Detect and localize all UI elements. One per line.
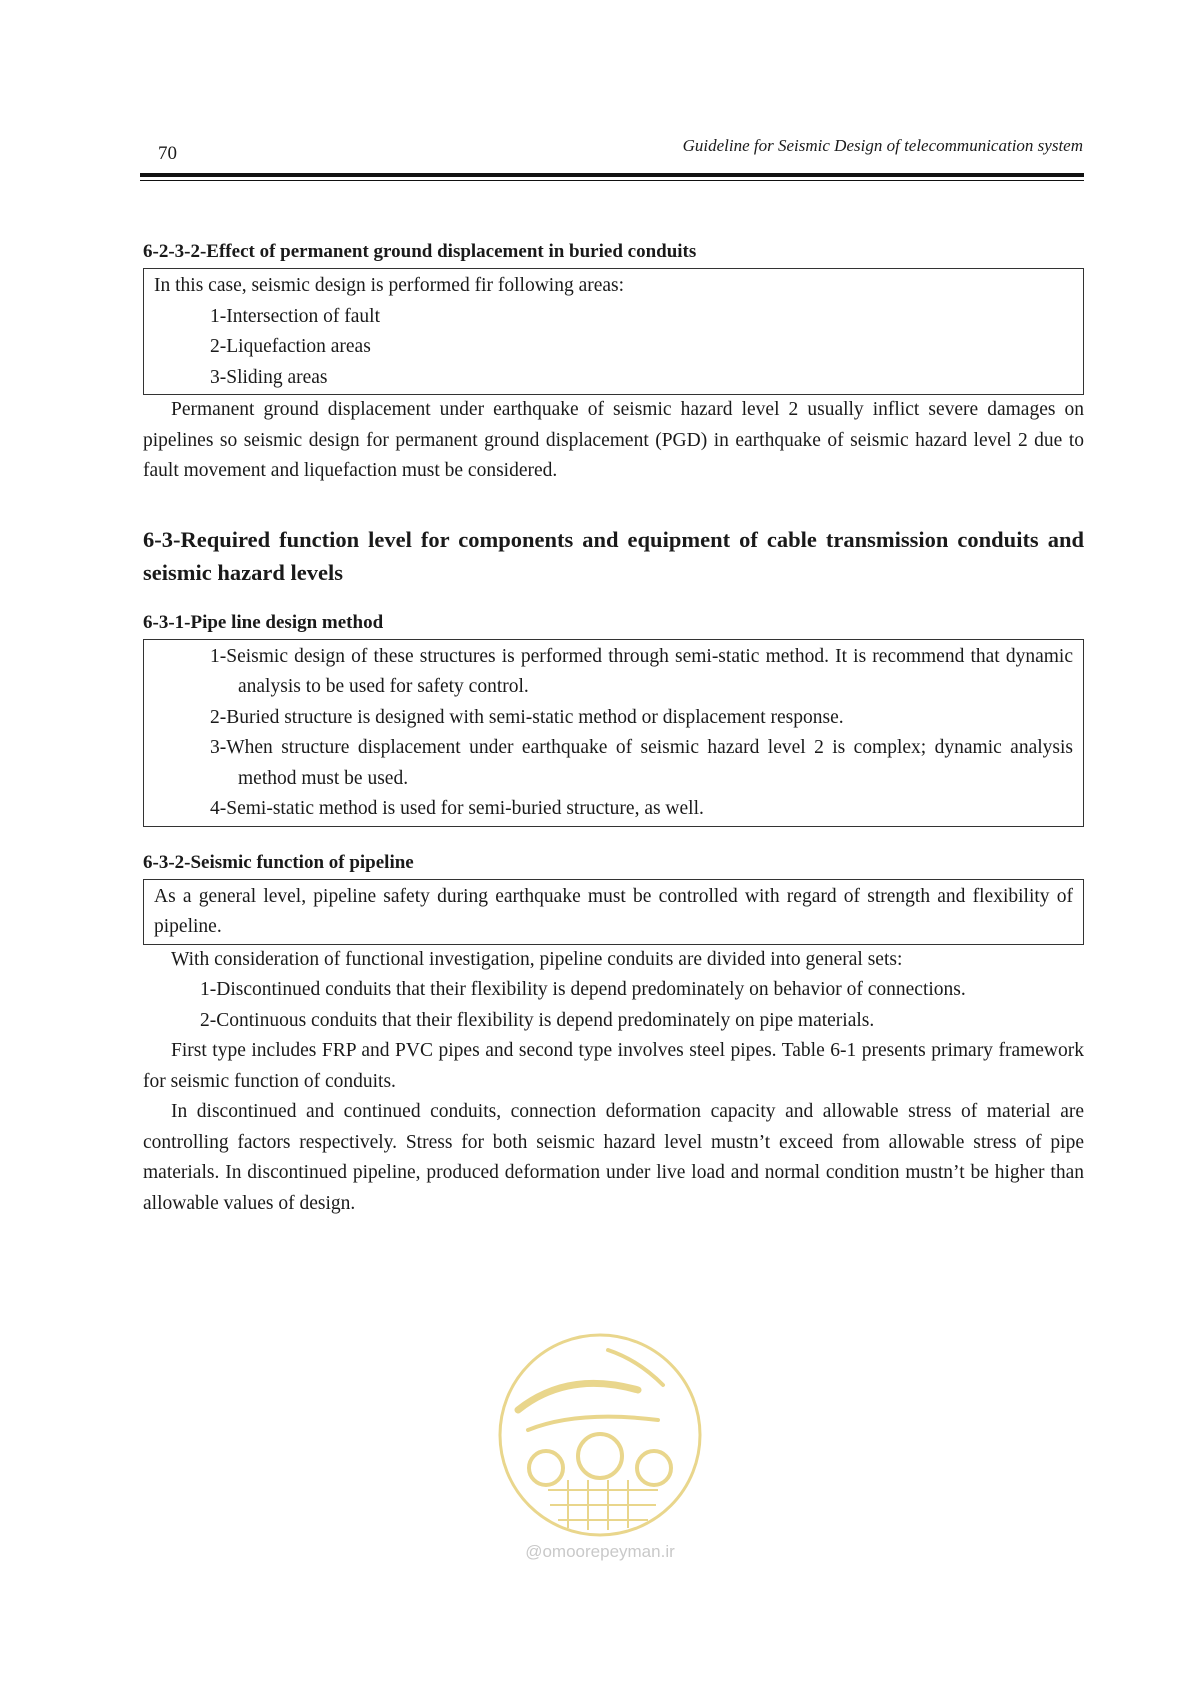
- box-item: 1-Intersection of fault: [210, 305, 381, 327]
- box-item: 2-Buried structure is designed with semi-static method or displacement response.: [210, 706, 844, 728]
- list-item: 2-Continuous conduits that their flexibility is depend predominately on pipe materials.: [200, 1009, 875, 1031]
- safety-box: [143, 879, 1084, 945]
- design-areas-box: [143, 268, 1084, 395]
- box-intro: In this case, seismic design is performed fir following areas:: [154, 275, 625, 296]
- section-6-3-2-heading: 6-3-2-Seismic function of pipeline: [143, 851, 414, 873]
- controlling-factors-paragraph: In discontinued and continued conduits, connection deformation capacity and allowable stress of material are controlling factors respectively. Stress for both seismic hazard level mustn’t exceed from allowable stress of pipe materials. In discontinued pipeline, produced deformation under live load and normal condition mustn’t be higher than allowable values of design.: [143, 1101, 1084, 1214]
- pipe-types-paragraph: First type includes FRP and PVC pipes and second type involves steel pipes. Table 6-1 presents primary framework for seismic function of conduits.: [143, 1040, 1084, 1092]
- watermark: [488, 1330, 712, 1562]
- box-item: 2-Liquefaction areas: [210, 336, 371, 357]
- section-6-3-1-heading: 6-3-1-Pipe line design method: [143, 611, 384, 633]
- pgd-paragraph: Permanent ground displacement under earthquake of seismic hazard level 2 usually inflict severe damages on pipelines so seismic design for permanent ground displacement (PGD) in earthquake of seismic hazard level 2 due to fault movement and liquefaction must be considered.: [143, 399, 1084, 481]
- header-rule-thick: [140, 173, 1084, 177]
- box-item: 1-Seismic design of these structures is performed through semi-static method. It is recommend that dynamic analysis to be used for safety control.: [210, 645, 1073, 697]
- watermark-logo-icon: [488, 1330, 712, 1540]
- header-rule-thin: [140, 180, 1084, 181]
- design-method-box: [143, 639, 1084, 827]
- list-item: 1-Discontinued conduits that their flexibility is depend predominately on behavior of connections.: [200, 979, 966, 1000]
- section-6-3-heading: 6-3-Required function level for components and equipment of cable transmission conduits and seismic hazard levels: [143, 526, 1084, 585]
- page-content: [143, 238, 1084, 1219]
- sets-intro: With consideration of functional investigation, pipeline conduits are divided into general sets:: [171, 948, 903, 970]
- box-item: 3-When structure displacement under earthquake of seismic hazard level 2 is complex; dynamic analysis method must be used.: [210, 737, 1073, 789]
- running-header: Guideline for Seismic Design of telecommunication system: [682, 136, 1083, 155]
- box-item: 3-Sliding areas: [210, 366, 328, 388]
- section-6-2-3-2-heading: 6-2-3-2-Effect of permanent ground displacement in buried conduits: [143, 241, 697, 262]
- watermark-url: @omoorepeyman.ir: [525, 1542, 675, 1561]
- page-number: 70: [158, 143, 177, 164]
- box-item: 4-Semi-static method is used for semi-buried structure, as well.: [210, 798, 704, 819]
- box-text: As a general level, pipeline safety during earthquake must be controlled with regard of strength and flexibility of pipeline.: [154, 885, 1073, 937]
